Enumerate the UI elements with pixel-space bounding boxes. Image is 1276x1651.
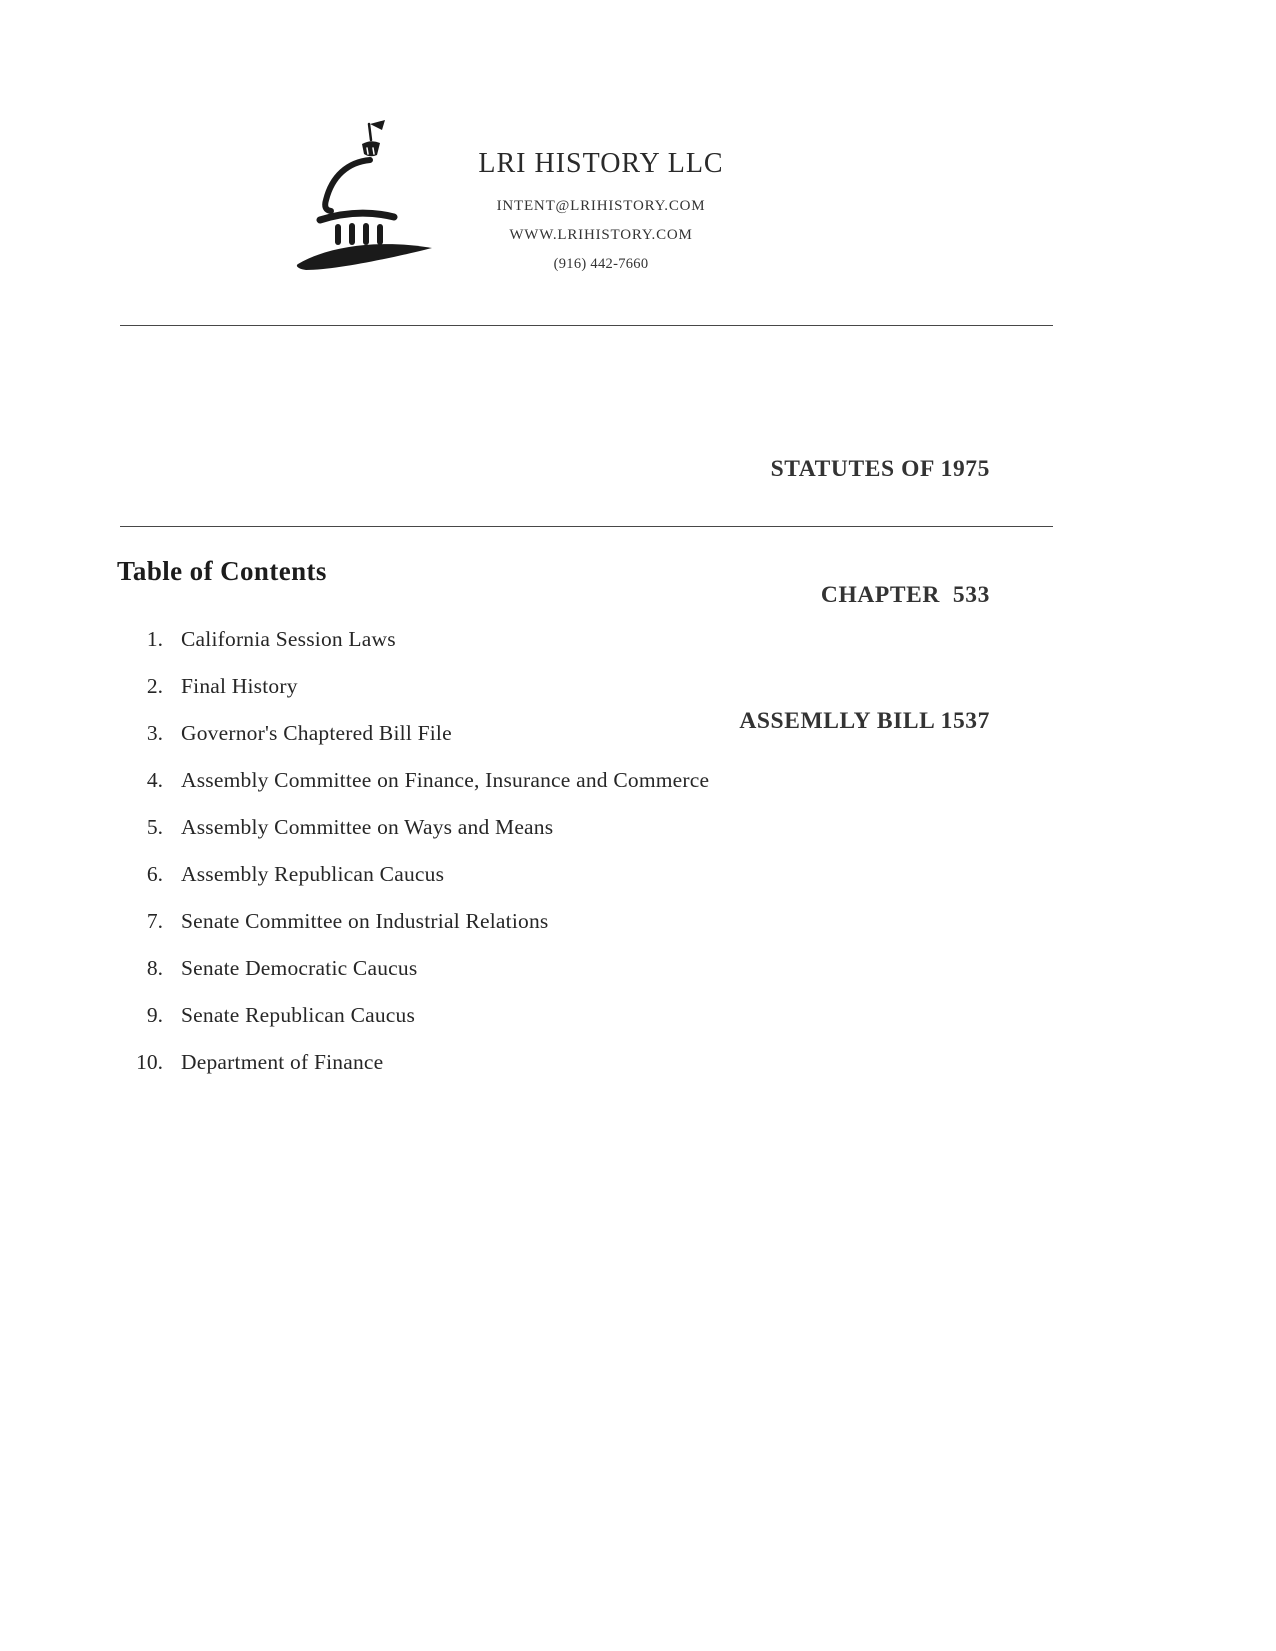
list-item <box>0 1000 1276 1030</box>
list-item <box>0 718 1276 748</box>
company-name: LRI HISTORY LLC <box>478 148 724 179</box>
list-item-label: Department of Finance <box>181 1050 384 1074</box>
list-item-number: 2. <box>146 674 163 698</box>
list-item <box>0 859 1276 889</box>
horizontal-rule-top <box>120 325 1053 326</box>
company-website: WWW.LRIHISTORY.COM <box>509 227 693 243</box>
company-phone: (916) 442-7660 <box>553 256 649 272</box>
list-item-label: Senate Committee on Industrial Relations <box>181 909 549 933</box>
list-item-label: Senate Democratic Caucus <box>181 956 418 980</box>
company-email: INTENT@LRIHISTORY.COM <box>496 198 706 214</box>
list-item <box>0 765 1276 795</box>
capitol-sketch-icon <box>290 118 445 288</box>
list-item-label: Assembly Republican Caucus <box>181 862 445 886</box>
list-item-number: 6. <box>146 862 163 886</box>
list-item <box>0 624 1276 654</box>
list-item <box>0 1047 1276 1077</box>
list-item-number: 3. <box>146 721 163 745</box>
list-item-label: Senate Republican Caucus <box>181 1003 416 1027</box>
list-item-number: 8. <box>146 956 163 980</box>
list-item <box>0 812 1276 842</box>
statute-line-chapter: CHAPTER 533 <box>820 582 990 608</box>
company-logo <box>290 118 445 288</box>
toc-list <box>0 624 1276 1094</box>
list-item <box>0 671 1276 701</box>
list-item-label: Assembly Committee on Finance, Insurance and Commerce <box>181 768 710 792</box>
list-item <box>0 953 1276 983</box>
list-item <box>0 906 1276 936</box>
list-item-number: 5. <box>146 815 163 839</box>
statute-line-statutes: STATUTES OF 1975 <box>770 456 990 482</box>
list-item-number: 10. <box>136 1050 163 1074</box>
list-item-label: Assembly Committee on Ways and Means <box>181 815 554 839</box>
list-item-number: 1. <box>146 627 163 651</box>
list-item-number: 9. <box>146 1003 163 1027</box>
list-item-label: California Session Laws <box>181 627 396 651</box>
list-item-number: 4. <box>146 768 163 792</box>
list-item-label: Final History <box>181 674 298 698</box>
company-header <box>448 148 754 279</box>
statute-line-bill: ASSEMLLY BILL 1537 <box>739 708 990 734</box>
toc-heading: Table of Contents <box>117 556 327 586</box>
list-item-label: Governor's Chaptered Bill File <box>181 721 452 745</box>
list-item-number: 7. <box>146 909 163 933</box>
